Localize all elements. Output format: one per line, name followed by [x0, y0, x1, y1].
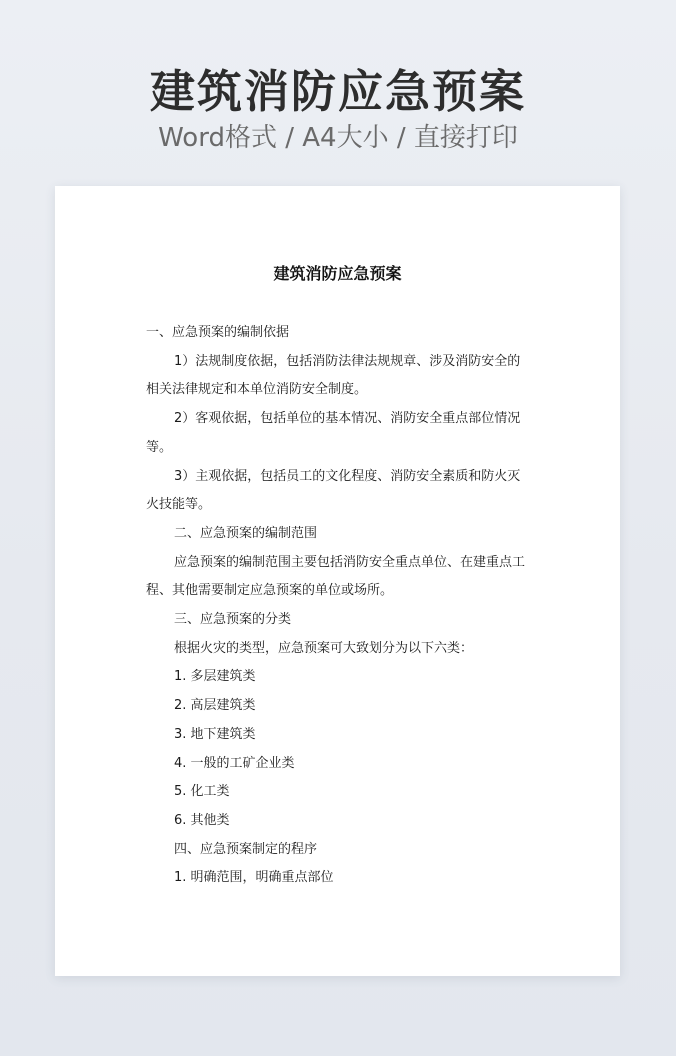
- document-paragraph: 2. 高层建筑类: [174, 698, 256, 714]
- document-paragraph: 2）客观依据，包括单位的基本情况、消防安全重点部位情况等。: [146, 411, 521, 455]
- document-body: [146, 319, 531, 893]
- banner-title: 建筑消防应急预案: [149, 65, 526, 118]
- document-title: 建筑消防应急预案: [273, 264, 402, 283]
- document-paragraph: 5. 化工类: [174, 784, 230, 800]
- document-paragraph: 1. 多层建筑类: [174, 669, 256, 685]
- document-paragraph: 一、应急预案的编制依据: [146, 325, 290, 340]
- document-paragraph: 1. 明确范围，明确重点部位: [174, 870, 334, 886]
- document-paragraph: 四、应急预案制定的程序: [174, 841, 318, 857]
- document-paragraph: 根据火灾的类型，应急预案可大致划分为以下六类：: [174, 640, 474, 656]
- document-paragraph: 6. 其他类: [174, 812, 230, 828]
- document-paragraph: 应急预案的编制范围主要包括消防安全重点单位、在建重点工程、其他需要制定应急预案的单位或场所。: [146, 554, 526, 599]
- document-paragraph: 二、应急预案的编制范围: [174, 525, 318, 541]
- document-paragraph: 3. 地下建筑类: [174, 726, 256, 742]
- document-paragraph: 三、应急预案的分类: [174, 612, 292, 628]
- document-paragraph: 1）法规制度依据，包括消防法律法规规章、涉及消防安全的相关法律规定和本单位消防安全制度。: [146, 353, 521, 398]
- document-paragraph: 4. 一般的工矿企业类: [174, 755, 295, 771]
- document-paragraph: 3）主观依据，包括员工的文化程度、消防安全素质和防火灭火技能等。: [146, 468, 521, 513]
- document-page: [55, 186, 620, 976]
- banner-subtitle: Word格式 / A4大小 / 直接打印: [158, 123, 518, 153]
